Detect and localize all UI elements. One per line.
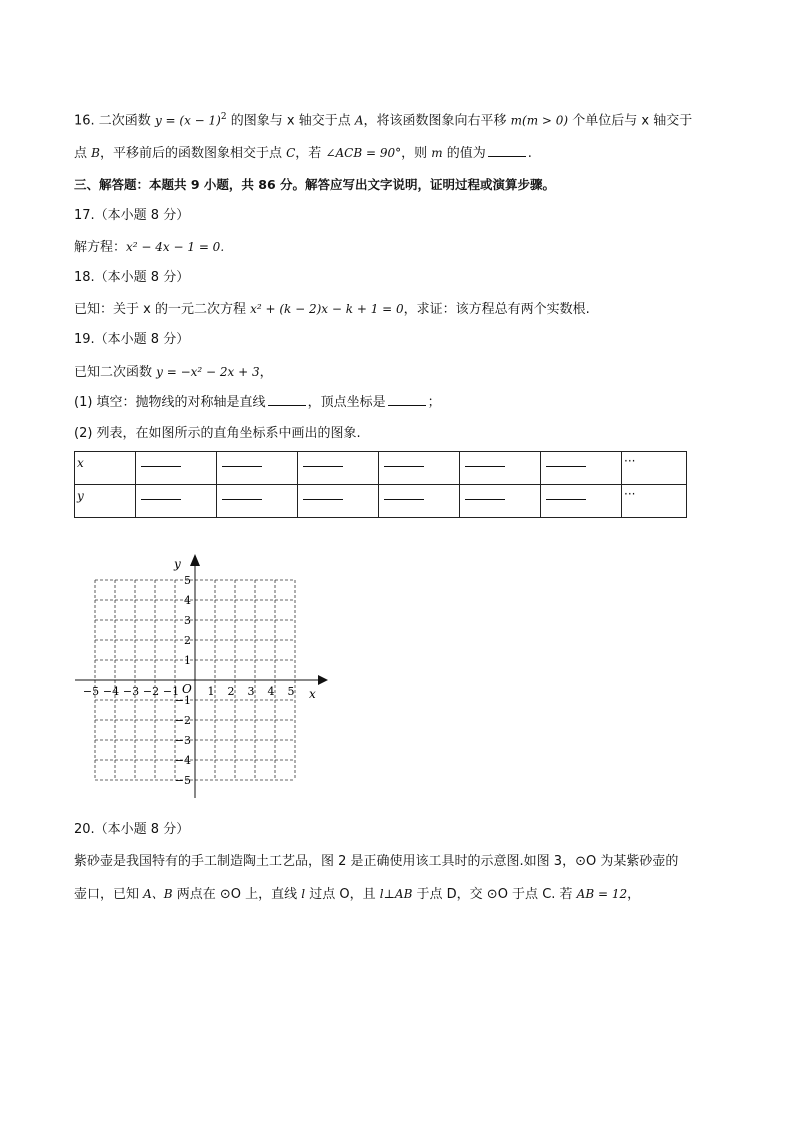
table-cell[interactable] [379, 452, 460, 485]
table-cell[interactable] [298, 485, 379, 518]
q16-text-2: 的图象与 x 轴交于点 [226, 113, 355, 129]
x-axis-label: x [309, 687, 316, 701]
y-tick-label: 5 [184, 574, 191, 587]
q19-part1-text-b: ，顶点坐标是 [307, 395, 386, 410]
y-tick-label: −1 [174, 694, 191, 707]
x-tick-label: −3 [122, 685, 140, 698]
x-tick-label: −1 [162, 685, 180, 698]
q16-text-9: 的值为 [442, 146, 486, 161]
y-tick-label: 3 [184, 614, 191, 627]
x-tick-label: −5 [82, 685, 100, 698]
q16-text-8: ，则 [401, 146, 432, 161]
q20-points-ab: A、B [143, 887, 173, 901]
q18-body [74, 299, 590, 320]
q18-equation: x² + (k − 2)x − k + 1 = 0 [250, 302, 404, 316]
table-cell[interactable] [460, 485, 541, 518]
q16-formula-1-exp: 2 [220, 112, 227, 122]
q16-text-4: 个单位后与 x 轴交于 [568, 113, 693, 129]
y-tick-label: 1 [184, 654, 191, 667]
ellipsis: ··· [622, 452, 687, 485]
q16-point-b: B [91, 146, 100, 160]
y-tick-label: −2 [174, 714, 191, 727]
q19-body [74, 362, 273, 383]
q19-part1 [74, 393, 441, 413]
q17-title: 17.（本小题 8 分） [74, 208, 190, 223]
table-cell[interactable] [460, 452, 541, 485]
coordinate-grid[interactable] [70, 550, 330, 805]
q20-ab-length: AB = 12 [576, 887, 628, 901]
q16-point-a: A [354, 113, 364, 128]
section-heading: 三、解答题：本题共 9 小题，共 86 分。解答应写出文字说明，证明过程或演算步骤。 [74, 177, 556, 192]
q20-line-l: l [301, 887, 306, 901]
q17-equation: x² − 4x − 1 = 0. [126, 240, 225, 254]
y-tick-label: −5 [174, 774, 191, 787]
q16-text-10: . [527, 146, 532, 161]
q17-text: 解方程： [74, 240, 127, 255]
x-tick-label: 3 [247, 685, 255, 698]
q16-point-c: C [286, 146, 296, 160]
table-row [75, 485, 687, 518]
ellipsis: ··· [622, 485, 687, 518]
q16-line1 [74, 107, 692, 131]
q20-perp: l⊥AB [379, 887, 413, 901]
table-cell[interactable] [298, 452, 379, 485]
x-tick-label: −4 [102, 685, 120, 698]
y-tick-label: −4 [174, 754, 191, 767]
q20-line2 [74, 884, 640, 905]
x-tick-label: −2 [142, 685, 160, 698]
y-axis-label: y [174, 557, 181, 571]
q19-axis-blank[interactable] [268, 393, 306, 406]
q20-text-c: 两点在 ⊙O 上，直线 [172, 887, 302, 902]
q16-answer-blank[interactable] [488, 144, 526, 157]
q16-formula-3: ∠ACB = 90° [325, 146, 402, 160]
q19-text-a: 已知二次函数 [74, 365, 157, 380]
q16-text-3: ，将该函数图象向右平移 [363, 113, 511, 129]
q16-text-1: 16. 二次函数 [74, 113, 155, 129]
q19-equation: y = −x² − 2x + 3 [156, 365, 260, 379]
table-cell[interactable] [136, 485, 217, 518]
q20-text-a: 壶口，已知 [74, 887, 144, 902]
q19-part1-text-c: ； [427, 395, 441, 410]
table-row [75, 452, 687, 485]
q16-text-5: 点 [74, 146, 92, 161]
q18-text-b: ，求证：该方程总有两个实数根. [403, 302, 590, 317]
q18-title: 18.（本小题 8 分） [74, 270, 190, 285]
q16-text-6: ，平移前后的函数图象相交于点 [99, 146, 287, 161]
q19-text-b: ， [259, 365, 273, 380]
q16-formula-2: m(m > 0) [510, 113, 569, 128]
x-tick-label: 1 [207, 685, 215, 698]
q18-text-a: 已知：关于 x 的一元二次方程 [74, 302, 251, 317]
table-cell[interactable] [541, 452, 622, 485]
x-tick-label: 5 [287, 685, 295, 698]
y-tick-label: 4 [184, 594, 191, 607]
q16-text-7: ，若 [295, 146, 326, 161]
q19-part1-text-a: (1) 填空：抛物线的对称轴是直线 [74, 395, 266, 410]
q19-part2: (2) 列表，在如图所示的直角坐标系中画出的图象. [74, 426, 361, 441]
q19-vertex-blank[interactable] [388, 393, 426, 406]
row-label-y: y [75, 485, 136, 518]
q20-text-i: ， [627, 887, 641, 902]
table-cell[interactable] [379, 485, 460, 518]
table-cell[interactable] [136, 452, 217, 485]
y-tick-label: −3 [174, 734, 191, 747]
q19-title: 19.（本小题 8 分） [74, 332, 190, 347]
q20-title: 20.（本小题 8 分） [74, 822, 190, 837]
table-cell[interactable] [217, 485, 298, 518]
x-axis-arrow-icon [318, 675, 328, 685]
q20-text-e: 过点 O，且 [305, 887, 380, 902]
q20-text-g: 于点 D，交 ⊙O 于点 C. 若 [412, 887, 577, 902]
table-cell[interactable] [217, 452, 298, 485]
y-tick-label: 2 [184, 634, 191, 647]
x-tick-label: 4 [267, 685, 275, 698]
q20-line1: 紫砂壶是我国特有的手工制造陶土工艺品，图 2 是正确使用该工具时的示意图.如图 3，⊙O 为某紫砂壶的 [74, 854, 679, 869]
value-table [74, 451, 687, 518]
q16-line2 [74, 143, 532, 164]
q16-formula-1: y = (x − 1) [154, 113, 221, 128]
table-cell[interactable] [541, 485, 622, 518]
origin-label: O [182, 682, 192, 696]
y-axis-arrow-icon [190, 554, 200, 566]
q17-body [74, 237, 224, 258]
x-tick-label: 2 [227, 685, 235, 698]
q16-var-m: m [431, 146, 443, 160]
row-label-x: x [75, 452, 136, 485]
